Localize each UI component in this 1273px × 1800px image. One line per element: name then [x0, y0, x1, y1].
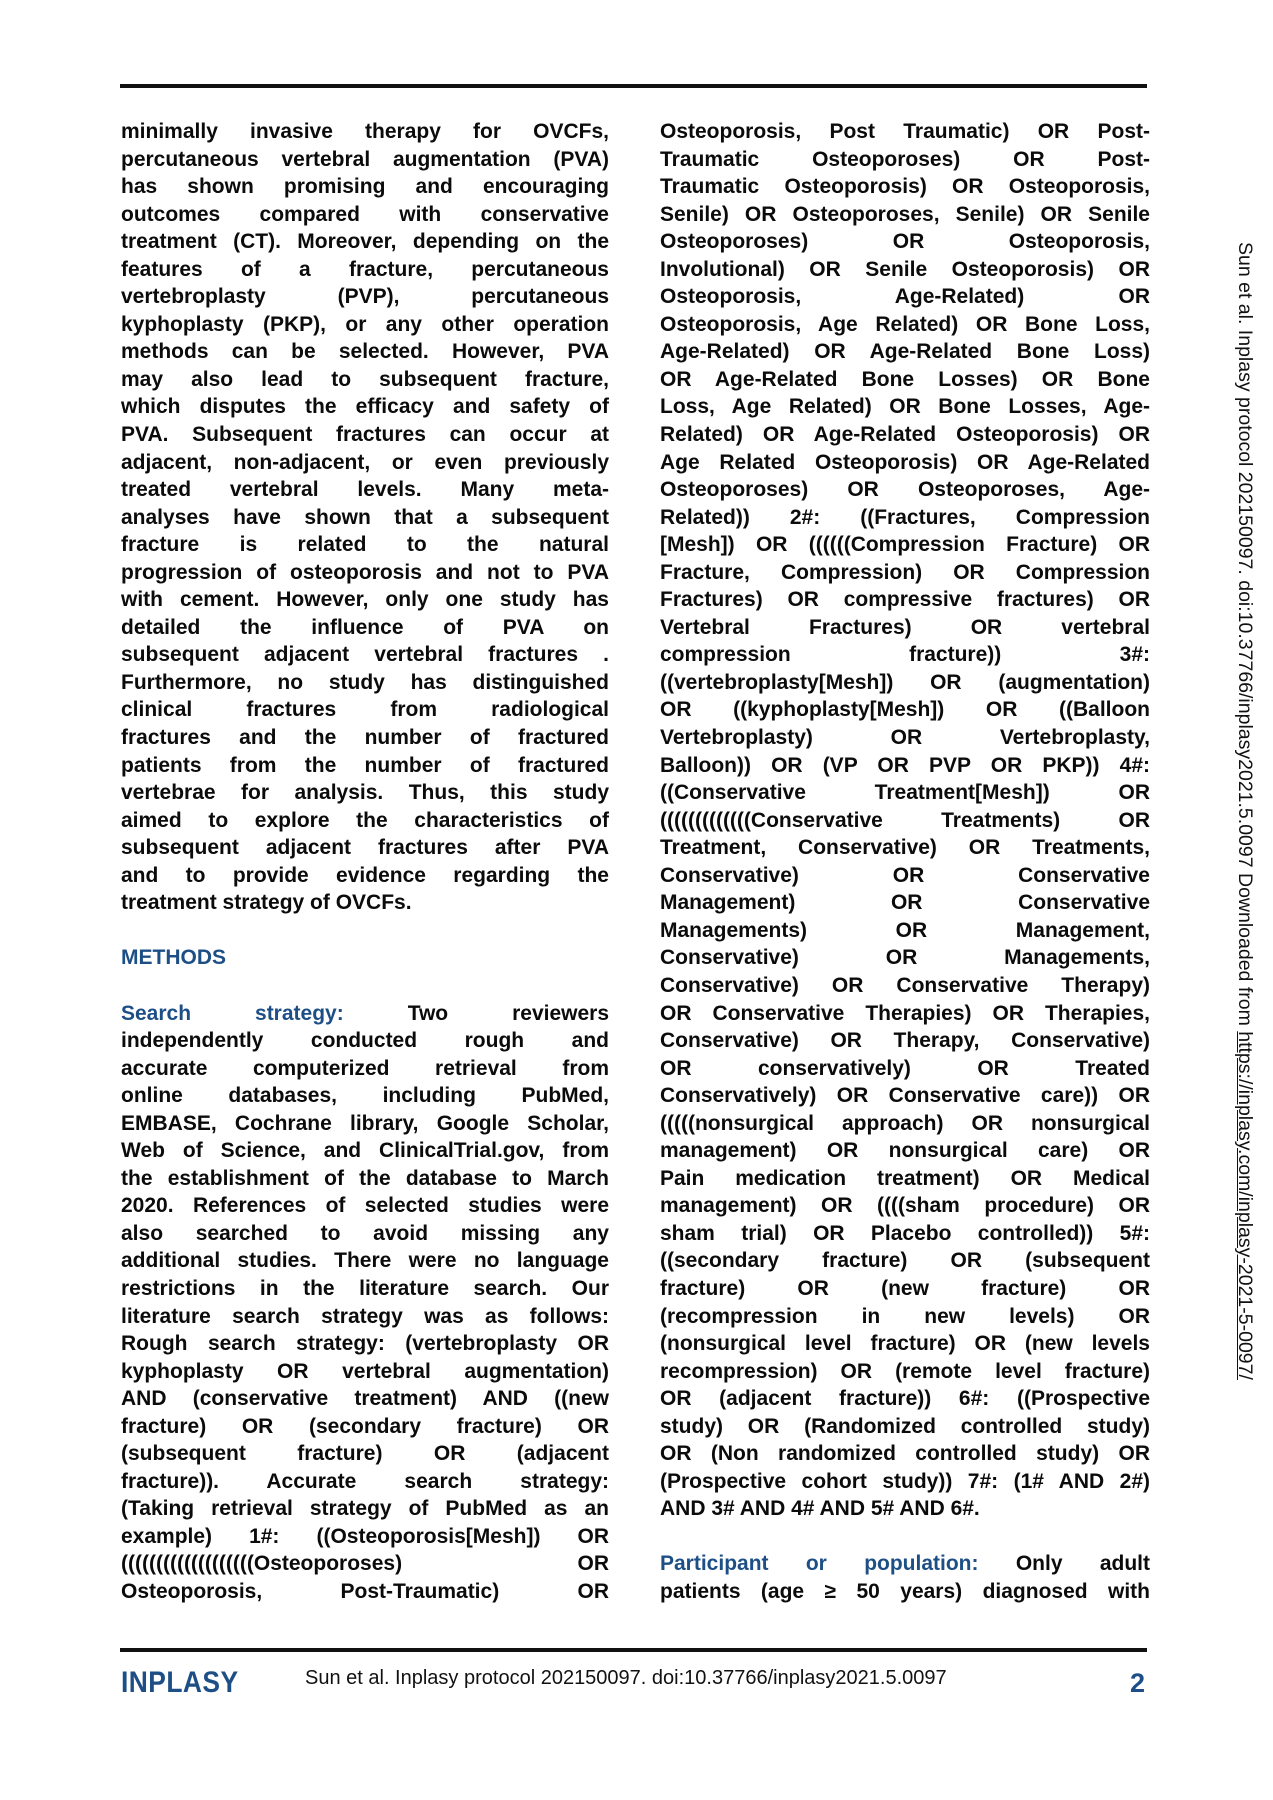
search-strategy-continued: [660, 118, 1150, 1523]
text-line: fracture) OR (new fracture) OR: [660, 1276, 1150, 1300]
text-line: Osteoporosis, Post-Traumatic) OR: [121, 1579, 609, 1603]
text-line: features of a fracture, percutaneous: [121, 257, 609, 281]
text-line: treatment strategy of OVCFs.: [121, 891, 412, 915]
text-line: has shown promising and encouraging: [121, 175, 609, 199]
text-line: Managements) OR Management,: [660, 918, 1150, 942]
text-line: Traumatic Osteoporosis) OR Osteoporosis,: [660, 175, 1150, 199]
text-line: Fractures) OR compressive fractures) OR: [660, 588, 1150, 612]
section-heading-methods: METHODS: [121, 946, 226, 970]
text-line: ((vertebroplasty[Mesh]) OR (augmentation): [660, 670, 1150, 694]
text-line: Related)) 2#: ((Fractures, Compression: [660, 505, 1150, 529]
text-line: clinical fractures from radiological: [121, 698, 609, 722]
text-line: Balloon)) OR (VP OR PVP OR PKP)) 4#:: [660, 753, 1150, 777]
text-line: Conservatively) OR Conservative care)) OR: [660, 1084, 1150, 1108]
footer-citation: Sun et al. Inplasy protocol 202150097. doi:10.37766/inplasy2021.5.0097: [305, 1667, 947, 1689]
text-line: with cement. However, only one study has: [121, 588, 609, 612]
text-line: recompression) OR (remote level fracture): [660, 1359, 1150, 1383]
text-line: treatment (CT). Moreover, depending on the: [121, 230, 609, 254]
text-line: progression of osteoporosis and not to PVA: [121, 560, 609, 584]
text-line: vertebrae for analysis. Thus, this study: [121, 781, 609, 805]
text-line: Pain medication treatment) OR Medical: [660, 1166, 1150, 1190]
text-line: (((((((((((((((((((Osteoporoses) OR: [121, 1552, 609, 1576]
text-line: Fracture, Compression) OR Compression: [660, 560, 1150, 584]
text-line: also searched to avoid missing any: [121, 1221, 609, 1245]
text-line: compression fracture)) 3#:: [660, 643, 1150, 667]
text-line: Management) OR Conservative: [660, 891, 1150, 915]
text-line: (((((((((((((Conservative Treatments) OR: [660, 808, 1150, 832]
text-line: aimed to explore the characteristics of: [121, 808, 609, 832]
text-line: Vertebroplasty) OR Vertebroplasty,: [660, 726, 1150, 750]
text-line: [660, 1550, 1150, 1578]
subsection-label-participant: Participant or population:: [660, 1552, 979, 1576]
text-line: [Mesh]) OR ((((((Compression Fracture) OR: [660, 533, 1150, 557]
text-line: AND 3# AND 4# AND 5# AND 6#.: [660, 1497, 980, 1521]
text-line: additional studies. There were no language: [121, 1249, 609, 1273]
text-line: Treatment, Conservative) OR Treatments,: [660, 836, 1150, 860]
text-line: the establishment of the database to March: [121, 1166, 609, 1190]
footer-rule: [120, 1648, 1147, 1652]
text-line: percutaneous vertebral augmentation (PVA): [121, 147, 609, 171]
text-line: PVA. Subsequent fractures can occur at: [121, 423, 609, 447]
text-line: Senile) OR Osteoporoses, Senile) OR Senile: [660, 202, 1150, 226]
text-line: AND (conservative treatment) AND ((new: [121, 1387, 609, 1411]
text-line: Related) OR Age-Related Osteoporosis) OR: [660, 423, 1150, 447]
text-fragment: Two reviewers: [343, 1001, 609, 1025]
text-line: OR ((kyphoplasty[Mesh]) OR ((Balloon: [660, 698, 1150, 722]
text-line: Rough search strategy: (vertebroplasty OR: [121, 1332, 609, 1356]
text-line: subsequent adjacent vertebral fractures .: [121, 643, 609, 667]
text-line: and to provide evidence regarding the: [121, 863, 609, 887]
text-line: subsequent adjacent fractures after PVA: [121, 836, 609, 860]
text-line: Conservative) OR Managements,: [660, 946, 1150, 970]
text-line: fracture is related to the natural: [121, 533, 609, 557]
text-line: fracture)). Accurate search strategy:: [121, 1469, 609, 1493]
text-line: vertebroplasty (PVP), percutaneous: [121, 285, 609, 309]
text-line: fracture) OR (secondary fracture) OR: [121, 1414, 609, 1438]
text-line: (nonsurgical level fracture) OR (new levels: [660, 1332, 1150, 1356]
header-rule: [120, 84, 1147, 88]
text-line: study) OR (Randomized controlled study): [660, 1414, 1150, 1438]
text-line: ((Conservative Treatment[Mesh]) OR: [660, 781, 1150, 805]
text-line: (Taking retrieval strategy of PubMed as an: [121, 1497, 609, 1521]
text-line: sham trial) OR Placebo controlled)) 5#:: [660, 1221, 1150, 1245]
text-line: Conservative) OR Conservative Therapy): [660, 973, 1150, 997]
text-line: Osteoporosis, Age Related) OR Bone Loss,: [660, 312, 1150, 336]
text-line: OR Conservative Therapies) OR Therapies,: [660, 1001, 1150, 1025]
text-line: independently conducted rough and: [121, 1029, 609, 1053]
text-line: analyses have shown that a subsequent: [121, 505, 609, 529]
introduction-paragraph: [121, 118, 609, 917]
text-line: restrictions in the literature search. Our: [121, 1276, 609, 1300]
text-line: OR (adjacent fracture)) 6#: ((Prospective: [660, 1387, 1150, 1411]
text-line: Osteoporosis, Age-Related) OR: [660, 285, 1150, 309]
text-line: Furthermore, no study has distinguished: [121, 670, 609, 694]
text-line: management) OR ((((sham procedure) OR: [660, 1194, 1150, 1218]
text-line: (subsequent fracture) OR (adjacent: [121, 1442, 609, 1466]
text-line: patients from the number of fractured: [121, 753, 609, 777]
text-line: EMBASE, Cochrane library, Google Scholar,: [121, 1111, 609, 1135]
text-line: example) 1#: ((Osteoporosis[Mesh]) OR: [121, 1524, 609, 1548]
subsection-label-search-strategy: Search strategy:: [121, 1001, 344, 1025]
text-line: OR (Non randomized controlled study) OR: [660, 1442, 1150, 1466]
text-line: outcomes compared with conservative: [121, 202, 609, 226]
text-line: minimally invasive therapy for OVCFs,: [121, 120, 609, 143]
text-line: treated vertebral levels. Many meta-: [121, 478, 609, 502]
journal-logo: INPLASY: [121, 1666, 239, 1699]
text-line: (((((nonsurgical approach) OR nonsurgical: [660, 1111, 1150, 1135]
text-line: literature search strategy was as follows:: [121, 1304, 609, 1328]
text-line: OR conservatively) OR Treated: [660, 1056, 1150, 1080]
text-line: Age-Related) OR Age-Related Bone Loss): [660, 340, 1150, 364]
text-line: fractures and the number of fractured: [121, 726, 609, 750]
text-line: methods can be selected. However, PVA: [121, 340, 609, 364]
text-line: patients (age ≥ 50 years) diagnosed with: [660, 1579, 1150, 1603]
text-line: (Prospective cohort study)) 7#: (1# AND 2#): [660, 1469, 1150, 1493]
text-line: Osteoporosis, Post Traumatic) OR Post-: [660, 120, 1150, 143]
text-line: Osteoporoses) OR Osteoporosis,: [660, 230, 1150, 254]
paragraph-gap: [121, 972, 609, 1000]
text-line: (recompression in new levels) OR: [660, 1304, 1150, 1328]
text-line: kyphoplasty OR vertebral augmentation): [121, 1359, 609, 1383]
search-strategy-paragraph: [121, 1000, 609, 1606]
text-line: Web of Science, and ClinicalTrial.gov, from: [121, 1139, 609, 1163]
text-line: OR Age-Related Bone Losses) OR Bone: [660, 367, 1150, 391]
text-line: Age Related Osteoporosis) OR Age-Related: [660, 450, 1150, 474]
left-column: [121, 118, 609, 1606]
text-line: Conservative) OR Therapy, Conservative): [660, 1029, 1150, 1053]
participant-paragraph: [660, 1550, 1150, 1605]
page-number: 2: [1130, 1668, 1146, 1698]
text-line: Involutional) OR Senile Osteoporosis) OR: [660, 257, 1150, 281]
text-line: Conservative) OR Conservative: [660, 863, 1150, 887]
text-line: Traumatic Osteoporoses) OR Post-: [660, 147, 1150, 171]
text-line: 2020. References of selected studies were: [121, 1194, 609, 1218]
side-note-link[interactable]: https://inplasy.com/inplasy-2021-5-0097/: [1234, 1031, 1256, 1380]
paragraph-gap: [121, 917, 609, 945]
text-line: ((secondary fracture) OR (subsequent: [660, 1249, 1150, 1273]
download-side-note: [1236, 242, 1256, 1622]
text-line: [121, 1000, 609, 1028]
text-line: management) OR nonsurgical care) OR: [660, 1139, 1150, 1163]
text-line: Loss, Age Related) OR Bone Losses, Age-: [660, 395, 1150, 419]
text-line: online databases, including PubMed,: [121, 1084, 609, 1108]
text-line: adjacent, non-adjacent, or even previously: [121, 450, 609, 474]
side-note-text: Sun et al. Inplasy protocol 202150097. doi:10.37766/inplasy2021.5.0097 Downloaded from: [1234, 242, 1256, 1032]
text-line: Osteoporoses) OR Osteoporoses, Age-: [660, 478, 1150, 502]
text-line: may also lead to subsequent fracture,: [121, 367, 609, 391]
text-line: kyphoplasty (PKP), or any other operation: [121, 312, 609, 336]
text-line: which disputes the efficacy and safety of: [121, 395, 609, 419]
text-line: Vertebral Fractures) OR vertebral: [660, 615, 1150, 639]
text-line: detailed the influence of PVA on: [121, 615, 609, 639]
paragraph-gap: [660, 1523, 1150, 1551]
text-line: accurate computerized retrieval from: [121, 1056, 609, 1080]
right-column: [660, 118, 1150, 1606]
text-fragment: Only adult: [978, 1552, 1150, 1576]
